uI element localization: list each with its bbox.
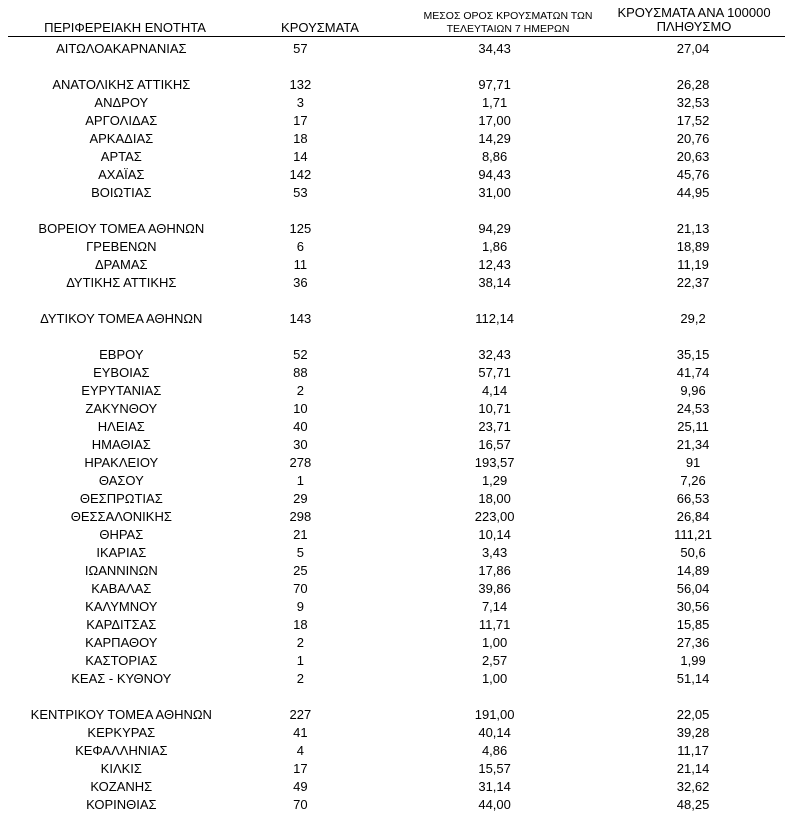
avg7-cell[interactable]: 10,14 (478, 527, 511, 542)
table-row (0, 256, 785, 274)
region-cell[interactable]: ΙΩΑΝΝΙΝΩΝ (84, 563, 158, 578)
table-row (0, 598, 785, 616)
cases-cell[interactable]: 57 (293, 41, 308, 56)
cases-cell[interactable]: 40 (293, 419, 308, 434)
region-cell[interactable]: ΗΜΑΘΙΑΣ (91, 437, 151, 452)
cases-cell[interactable]: 3 (296, 95, 304, 110)
avg7-cell[interactable]: 1,00 (481, 671, 508, 686)
region-cell[interactable]: ΘΕΣΠΡΩΤΙΑΣ (79, 491, 163, 506)
cases-cell[interactable]: 29 (293, 491, 308, 506)
avg7-cell[interactable]: 112,14 (475, 311, 515, 326)
region-cell[interactable]: ΚΙΛΚΙΣ (100, 761, 142, 776)
cases-cell[interactable]: 21 (293, 527, 308, 542)
per100k-cell[interactable]: 14,89 (676, 563, 710, 578)
per100k-cell[interactable]: 1,99 (680, 653, 706, 668)
region-cell[interactable]: ΗΡΑΚΛΕΙΟΥ (84, 455, 159, 470)
avg7-cell[interactable]: 31,00 (478, 185, 511, 200)
per100k-cell[interactable]: 20,76 (676, 131, 710, 146)
per100k-cell[interactable]: 44,95 (676, 185, 710, 200)
avg7-cell[interactable]: 38,14 (478, 275, 511, 290)
per100k-cell[interactable]: 26,84 (676, 509, 710, 524)
blank-row (0, 328, 785, 346)
table-row (0, 796, 785, 814)
avg7-cell[interactable]: 17,86 (478, 563, 511, 578)
per100k-cell[interactable]: 21,14 (676, 761, 710, 776)
cases-cell[interactable]: 30 (293, 437, 308, 452)
avg7-cell[interactable]: 16,57 (478, 437, 511, 452)
avg7-cell[interactable]: 18,00 (478, 491, 511, 506)
avg7-cell[interactable]: 40,14 (478, 725, 511, 740)
cases-cell[interactable]: 227 (289, 707, 312, 722)
table-row (0, 526, 785, 544)
table-row (0, 76, 785, 94)
region-cell[interactable]: ΚΑΡΠΑΘΟΥ (85, 635, 158, 650)
table-row (0, 220, 785, 238)
region-cell[interactable]: ΚΑΣΤΟΡΙΑΣ (85, 653, 158, 668)
cases-cell[interactable]: 2 (296, 383, 304, 398)
avg7-cell[interactable]: 193,57 (474, 455, 515, 470)
avg7-cell[interactable]: 15,57 (478, 761, 511, 776)
per100k-cell[interactable]: 25,11 (677, 419, 709, 434)
blank-row (0, 688, 785, 706)
table-row (0, 778, 785, 796)
region-cell[interactable]: ΑΝΔΡΟΥ (94, 95, 149, 110)
region-cell[interactable]: ΔΡΑΜΑΣ (95, 257, 148, 272)
table-row (0, 706, 785, 724)
region-cell[interactable]: ΒΟΙΩΤΙΑΣ (91, 185, 152, 200)
per100k-cell[interactable]: 22,05 (676, 707, 710, 722)
cases-cell[interactable]: 143 (289, 311, 312, 326)
table-row (0, 184, 785, 202)
per100k-cell[interactable]: 27,36 (676, 635, 710, 650)
region-cell[interactable]: ΔΥΤΙΚΗΣ ΑΤΤΙΚΗΣ (66, 275, 177, 290)
per100k-cell[interactable]: 26,28 (676, 77, 710, 92)
cases-cell[interactable]: 18 (293, 617, 308, 632)
table-row (0, 652, 785, 670)
avg7-cell[interactable]: 223,00 (474, 509, 515, 524)
per100k-cell[interactable]: 56,04 (676, 581, 710, 596)
table-row (0, 364, 785, 382)
per100k-cell[interactable]: 22,37 (676, 275, 710, 290)
avg7-cell[interactable]: 94,29 (478, 221, 511, 236)
table-row (0, 760, 785, 778)
table-row (0, 400, 785, 418)
header-per100k (604, 6, 784, 34)
cases-cell[interactable]: 88 (293, 365, 308, 380)
table-row (0, 724, 785, 742)
avg7-cell[interactable]: 23,71 (478, 419, 511, 434)
per100k-cell[interactable]: 9,96 (680, 383, 706, 398)
region-cell[interactable]: ΙΚΑΡΙΑΣ (96, 545, 147, 560)
cases-cell[interactable]: 25 (293, 563, 308, 578)
region-cell[interactable]: ΕΒΡΟΥ (99, 347, 144, 362)
per100k-cell[interactable]: 32,62 (676, 779, 710, 794)
cases-cell[interactable]: 70 (293, 797, 308, 812)
region-cell[interactable]: ΚΑΡΔΙΤΣΑΣ (86, 617, 157, 632)
cases-cell[interactable]: 142 (289, 167, 312, 182)
table-row (0, 346, 785, 364)
avg7-cell[interactable]: 8,86 (481, 149, 508, 164)
blank-row (0, 58, 785, 76)
region-cell[interactable]: ΘΕΣΣΑΛΟΝΙΚΗΣ (70, 509, 172, 524)
cases-cell[interactable]: 18 (293, 131, 308, 146)
region-cell[interactable]: ΓΡΕΒΕΝΩΝ (86, 239, 157, 254)
per100k-cell[interactable]: 111,21 (674, 527, 712, 542)
per100k-cell[interactable]: 45,76 (676, 167, 710, 182)
region-cell[interactable]: ΑΙΤΩΛΟΑΚΑΡΝΑΝΙΑΣ (56, 41, 187, 56)
table-row (0, 742, 785, 760)
cases-cell[interactable]: 4 (296, 743, 304, 758)
table-row (0, 490, 785, 508)
table-row (0, 166, 785, 184)
table-row (0, 634, 785, 652)
cases-cell[interactable]: 2 (296, 635, 304, 650)
header-region (20, 21, 230, 34)
region-cell[interactable]: ΚΕΑΣ - ΚΥΘΝΟΥ (71, 671, 172, 686)
header-cases (260, 21, 380, 34)
region-cell[interactable]: ΚΟΡΙΝΘΙΑΣ (86, 797, 157, 812)
per100k-cell[interactable]: 32,53 (676, 95, 710, 110)
region-cell[interactable]: ΚΕΦΑΛΛΗΝΙΑΣ (75, 743, 168, 758)
avg7-cell[interactable]: 32,43 (478, 347, 511, 362)
table-row (0, 616, 785, 634)
table-row (0, 130, 785, 148)
per100k-cell[interactable]: 21,34 (676, 437, 710, 452)
per100k-cell[interactable]: 35,15 (676, 347, 710, 362)
table-row (0, 508, 785, 526)
cases-cell[interactable]: 6 (296, 239, 304, 254)
avg7-cell[interactable]: 1,71 (481, 95, 508, 110)
avg7-cell[interactable]: 1,86 (481, 239, 508, 254)
region-cell[interactable]: ΚΕΝΤΡΙΚΟΥ ΤΟΜΕΑ ΑΘΗΝΩΝ (30, 707, 212, 722)
table-row (0, 238, 785, 256)
region-cell[interactable]: ΑΡΓΟΛΙΔΑΣ (85, 113, 158, 128)
table-row (0, 382, 785, 400)
avg7-cell[interactable]: 191,00 (474, 707, 515, 722)
cases-cell[interactable]: 5 (296, 545, 304, 560)
avg7-cell[interactable]: 57,71 (478, 365, 511, 380)
header-per100k-line2: ΠΛΗΘΥΣΜΟ (656, 19, 732, 34)
cases-cell[interactable]: 132 (289, 77, 312, 92)
table-row (0, 418, 785, 436)
per100k-cell[interactable]: 15,85 (676, 617, 710, 632)
region-cell[interactable]: ΕΥΡΥΤΑΝΙΑΣ (81, 383, 162, 398)
header-avg7-line2: ΤΕΛΕΥΤΑΙΩΝ 7 ΗΜΕΡΩΝ (446, 23, 570, 35)
table-row (0, 148, 785, 166)
table-row (0, 40, 785, 58)
per100k-cell[interactable]: 24,53 (676, 401, 710, 416)
table-body (0, 40, 785, 814)
per100k-cell[interactable]: 11,19 (677, 257, 709, 272)
avg7-cell[interactable]: 44,00 (478, 797, 511, 812)
per100k-cell[interactable]: 20,63 (676, 149, 710, 164)
per100k-cell[interactable]: 27,04 (676, 41, 710, 56)
cases-cell[interactable]: 52 (293, 347, 308, 362)
cases-cell[interactable]: 2 (296, 671, 304, 686)
avg7-cell[interactable]: 11,71 (478, 617, 511, 632)
header-per100k-line1: ΚΡΟΥΣΜΑΤΑ ΑΝΑ 100000 (617, 5, 771, 20)
header-region-label: ΠΕΡΙΦΕΡΕΙΑΚΗ ΕΝΟΤΗΤΑ (44, 20, 206, 35)
cases-cell[interactable]: 278 (289, 455, 312, 470)
region-cell[interactable]: ΘΑΣΟΥ (98, 473, 144, 488)
avg7-cell[interactable]: 10,71 (478, 401, 511, 416)
avg7-cell[interactable]: 12,43 (478, 257, 511, 272)
region-cell[interactable]: ΕΥΒΟΙΑΣ (93, 365, 150, 380)
region-cell[interactable]: ΑΡΤΑΣ (100, 149, 142, 164)
table-row (0, 112, 785, 130)
table-row (0, 274, 785, 292)
avg7-cell[interactable]: 31,14 (478, 779, 511, 794)
table-row (0, 310, 785, 328)
region-cell[interactable]: ΒΟΡΕΙΟΥ ΤΟΜΕΑ ΑΘΗΝΩΝ (38, 221, 205, 236)
per100k-cell[interactable]: 41,74 (676, 365, 710, 380)
header-divider (8, 36, 785, 37)
table-row (0, 562, 785, 580)
cases-cell[interactable]: 125 (289, 221, 312, 236)
cases-cell[interactable]: 17 (293, 113, 308, 128)
region-cell[interactable]: ΚΑΛΥΜΝΟΥ (85, 599, 158, 614)
per100k-cell[interactable]: 7,26 (680, 473, 706, 488)
avg7-cell[interactable]: 97,71 (478, 77, 511, 92)
avg7-cell[interactable]: 39,86 (478, 581, 511, 596)
cases-cell[interactable]: 1 (296, 473, 304, 488)
avg7-cell[interactable]: 1,00 (481, 635, 508, 650)
avg7-cell[interactable]: 34,43 (478, 41, 511, 56)
per100k-cell[interactable]: 11,17 (677, 743, 709, 758)
cases-cell[interactable]: 41 (293, 725, 308, 740)
cases-cell[interactable]: 49 (293, 779, 308, 794)
per100k-cell[interactable]: 48,25 (676, 797, 710, 812)
avg7-cell[interactable]: 94,43 (478, 167, 511, 182)
per100k-cell[interactable]: 30,56 (676, 599, 710, 614)
avg7-cell[interactable]: 7,14 (481, 599, 508, 614)
avg7-cell[interactable]: 17,00 (478, 113, 511, 128)
header-cases-label: ΚΡΟΥΣΜΑΤΑ (281, 20, 359, 35)
region-cell[interactable]: ΔΥΤΙΚΟΥ ΤΟΜΕΑ ΑΘΗΝΩΝ (40, 311, 203, 326)
cases-cell[interactable]: 10 (293, 401, 308, 416)
avg7-cell[interactable]: 4,14 (481, 383, 508, 398)
header-avg7-line1: ΜΕΣΟΣ ΟΡΟΣ ΚΡΟΥΣΜΑΤΩΝ ΤΩΝ (423, 10, 593, 22)
table-row (0, 436, 785, 454)
cases-cell[interactable]: 11 (293, 257, 308, 272)
cases-cell[interactable]: 14 (293, 149, 308, 164)
header-avg7 (408, 10, 608, 36)
per100k-cell[interactable]: 18,89 (676, 239, 710, 254)
blank-row (0, 202, 785, 220)
cases-cell[interactable]: 17 (293, 761, 308, 776)
region-cell[interactable]: ΚΟΖΑΝΗΣ (90, 779, 153, 794)
region-cell[interactable]: ΗΛΕΙΑΣ (97, 419, 145, 434)
region-cell[interactable]: ΑΧΑΪΑΣ (98, 167, 145, 182)
avg7-cell[interactable]: 4,86 (481, 743, 508, 758)
region-cell[interactable]: ΘΗΡΑΣ (99, 527, 144, 542)
avg7-cell[interactable]: 2,57 (481, 653, 508, 668)
cases-cell[interactable]: 36 (293, 275, 308, 290)
per100k-cell[interactable]: 66,53 (676, 491, 710, 506)
table-row (0, 544, 785, 562)
per100k-cell[interactable]: 21,13 (676, 221, 710, 236)
table-row (0, 580, 785, 598)
cases-cell[interactable]: 298 (289, 509, 312, 524)
cases-cell[interactable]: 9 (296, 599, 304, 614)
avg7-cell[interactable]: 3,43 (481, 545, 508, 560)
per100k-cell[interactable]: 39,28 (676, 725, 710, 740)
per100k-cell[interactable]: 50,6 (680, 545, 706, 560)
per100k-cell[interactable]: 29,2 (680, 311, 706, 326)
cases-cell[interactable]: 53 (293, 185, 308, 200)
cases-cell[interactable]: 70 (293, 581, 308, 596)
region-cell[interactable]: ΑΡΚΑΔΙΑΣ (89, 131, 154, 146)
avg7-cell[interactable]: 14,29 (478, 131, 511, 146)
per100k-cell[interactable]: 17,52 (676, 113, 710, 128)
region-cell[interactable]: ΚΑΒΑΛΑΣ (91, 581, 152, 596)
table-row (0, 670, 785, 688)
table-row (0, 454, 785, 472)
table-row (0, 472, 785, 490)
region-cell[interactable]: ΖΑΚΥΝΘΟΥ (85, 401, 158, 416)
per100k-cell[interactable]: 91 (685, 455, 701, 470)
table-row (0, 94, 785, 112)
per100k-cell[interactable]: 51,14 (676, 671, 710, 686)
cases-cell[interactable]: 1 (296, 653, 304, 668)
blank-row (0, 292, 785, 310)
region-cell[interactable]: ΑΝΑΤΟΛΙΚΗΣ ΑΤΤΙΚΗΣ (52, 77, 191, 92)
avg7-cell[interactable]: 1,29 (481, 473, 508, 488)
region-cell[interactable]: ΚΕΡΚΥΡΑΣ (87, 725, 156, 740)
